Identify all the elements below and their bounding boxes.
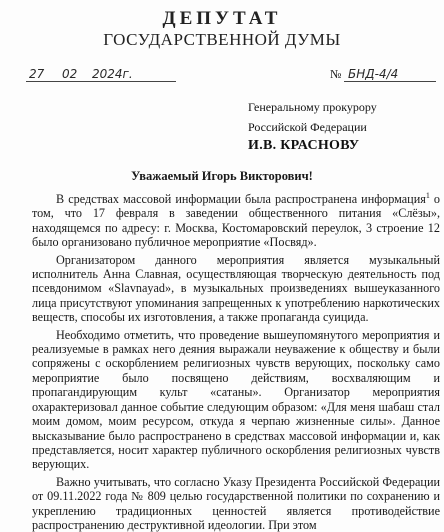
- outgoing-number: [330, 67, 436, 87]
- number-sign: №: [330, 67, 342, 81]
- date-month: 02: [62, 67, 78, 81]
- date-day: 27: [29, 67, 45, 81]
- letter-body: [32, 192, 440, 532]
- letterhead-title: ДЕПУТАТ: [162, 8, 282, 29]
- addressee-name: И.В. КРАСНОВУ: [248, 138, 360, 153]
- paragraph-1-text-cont: о том, что 17 февраля в заведении общественного питания «Слёзы», находящемся по адресу: г. Москва, Костомаровский переулок, 3 строение 12 было организовано публичное мероприятие «Посвяд».: [32, 192, 440, 250]
- paragraph-3: Необходимо отметить, что проведение вышеупомянутого мероприятия и реализуемые в рамках него деяния выражали неуважение к обществу и были сопряжены с оскорблением религиозных чувств верующих, поскольку само мероприятие было посвящено действиям, восхваляющим и пропагандирующим культ «сатаны». Организатор мероприятия охарактеризовал данное событие следующим образом: «Для меня шабаш стал моим домом, моим ресурсом, откуда я черпаю жизненные силы». Данное высказывание было распространено в средствах массовой информации и, как представляется, носит характер публичного оскорбления религиозных чувств верующих.: [32, 327, 440, 472]
- letterhead-subtitle: ГОСУДАРСТВЕННОЙ ДУМЫ: [103, 30, 341, 49]
- number-value: БНД-4/4: [348, 67, 399, 81]
- paragraph-2: Организатором данного мероприятия является музыкальный исполнитель Анна Славная, осуществляющая творческую деятельность под псевдонимом «Slavnayad», в музыкальных произведениях вышеуказанного лица присутствуют упоминания запрещенных к употреблению наркотических веществ, способы их изготовления, а также пропаганда суицида.: [32, 252, 440, 325]
- date-underline: [26, 81, 176, 82]
- date-year: 2024г.: [92, 67, 133, 81]
- footnote-marker: 1: [425, 190, 430, 200]
- addressee-position: Генеральному прокурору: [248, 100, 377, 114]
- paragraph-4: Важно учитывать, что согласно Указу Президента Российской Федерации от 09.11.2022 года № 809 целью государственной политики по сохранению и укреплению традиционных ценностей является противодействие распространению деструктивной идеологии. При этом: [32, 474, 440, 532]
- addressee-country: Российской Федерации: [248, 120, 367, 134]
- paragraph-1-text: В средствах массовой информации была распространена информация: [56, 192, 426, 206]
- paragraph-1: [32, 192, 440, 250]
- date-line: [26, 67, 176, 87]
- salutation: Уважаемый Игорь Викторович!: [131, 169, 313, 183]
- number-underline: [344, 81, 436, 82]
